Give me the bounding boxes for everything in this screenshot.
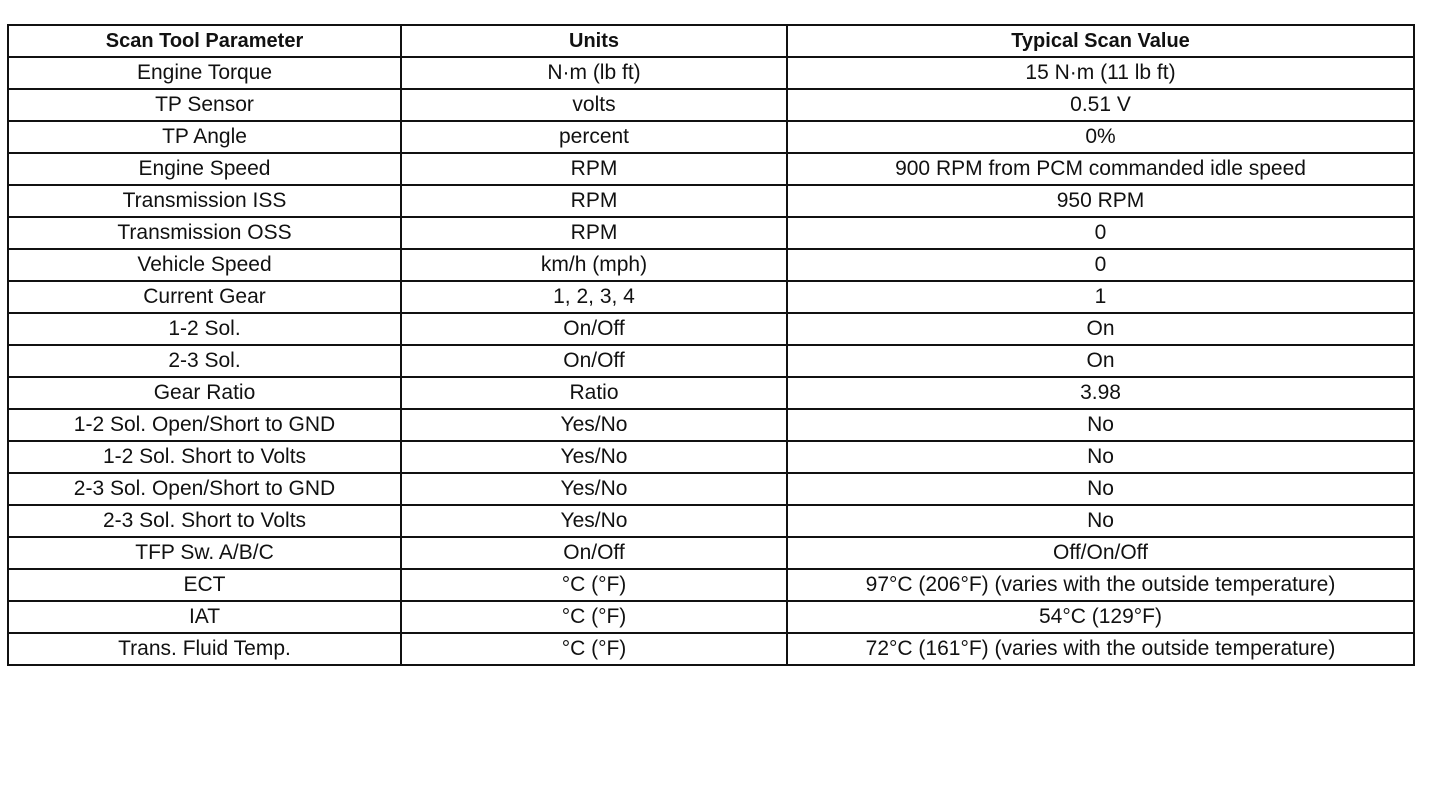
table-row: [8, 633, 1414, 665]
units-cell: °C (°F): [401, 601, 787, 633]
parameter-cell: 2-3 Sol. Short to Volts: [8, 505, 401, 537]
table-row: [8, 313, 1414, 345]
parameter-cell: 2-3 Sol.: [8, 345, 401, 377]
value-cell: No: [787, 441, 1414, 473]
table-row: [8, 89, 1414, 121]
parameter-cell: TP Angle: [8, 121, 401, 153]
parameter-cell: Transmission ISS: [8, 185, 401, 217]
value-cell: 0: [787, 249, 1414, 281]
units-cell: °C (°F): [401, 633, 787, 665]
parameter-cell: 1-2 Sol. Open/Short to GND: [8, 409, 401, 441]
table-row: [8, 217, 1414, 249]
value-cell: On: [787, 313, 1414, 345]
units-cell: N·m (lb ft): [401, 57, 787, 89]
units-cell: RPM: [401, 153, 787, 185]
table-row: [8, 57, 1414, 89]
units-cell: On/Off: [401, 537, 787, 569]
units-cell: Yes/No: [401, 505, 787, 537]
parameter-cell: ECT: [8, 569, 401, 601]
parameter-cell: TP Sensor: [8, 89, 401, 121]
value-cell: 1: [787, 281, 1414, 313]
units-cell: On/Off: [401, 345, 787, 377]
value-cell: 97°C (206°F) (varies with the outside temperature): [787, 569, 1414, 601]
parameter-cell: 1-2 Sol. Short to Volts: [8, 441, 401, 473]
value-cell: 15 N·m (11 lb ft): [787, 57, 1414, 89]
table-row: [8, 601, 1414, 633]
units-cell: On/Off: [401, 313, 787, 345]
units-cell: RPM: [401, 185, 787, 217]
units-cell: Ratio: [401, 377, 787, 409]
value-cell: 0: [787, 217, 1414, 249]
value-cell: Off/On/Off: [787, 537, 1414, 569]
table-row: [8, 569, 1414, 601]
parameter-cell: TFP Sw. A/B/C: [8, 537, 401, 569]
parameter-cell: Gear Ratio: [8, 377, 401, 409]
parameter-cell: Transmission OSS: [8, 217, 401, 249]
header-row: [8, 25, 1414, 57]
parameter-cell: IAT: [8, 601, 401, 633]
value-cell: 0.51 V: [787, 89, 1414, 121]
parameter-cell: Current Gear: [8, 281, 401, 313]
table-row: [8, 185, 1414, 217]
units-cell: Yes/No: [401, 441, 787, 473]
value-cell: On: [787, 345, 1414, 377]
units-cell: Yes/No: [401, 473, 787, 505]
value-cell: 54°C (129°F): [787, 601, 1414, 633]
units-cell: km/h (mph): [401, 249, 787, 281]
units-cell: 1, 2, 3, 4: [401, 281, 787, 313]
parameter-cell: Engine Torque: [8, 57, 401, 89]
value-cell: 0%: [787, 121, 1414, 153]
parameter-cell: Vehicle Speed: [8, 249, 401, 281]
value-cell: No: [787, 409, 1414, 441]
units-cell: percent: [401, 121, 787, 153]
value-cell: No: [787, 473, 1414, 505]
units-cell: °C (°F): [401, 569, 787, 601]
table-row: [8, 441, 1414, 473]
units-cell: volts: [401, 89, 787, 121]
table-row: [8, 409, 1414, 441]
table-row: [8, 537, 1414, 569]
units-cell: Yes/No: [401, 409, 787, 441]
value-cell: No: [787, 505, 1414, 537]
parameter-cell: Trans. Fluid Temp.: [8, 633, 401, 665]
parameter-cell: 1-2 Sol.: [8, 313, 401, 345]
header-typical-scan-value: Typical Scan Value: [787, 25, 1414, 57]
value-cell: 900 RPM from PCM commanded idle speed: [787, 153, 1414, 185]
header-units: Units: [401, 25, 787, 57]
table-row: [8, 345, 1414, 377]
table-row: [8, 281, 1414, 313]
value-cell: 72°C (161°F) (varies with the outside temperature): [787, 633, 1414, 665]
parameter-cell: 2-3 Sol. Open/Short to GND: [8, 473, 401, 505]
table-row: [8, 121, 1414, 153]
table-row: [8, 153, 1414, 185]
table-row: [8, 473, 1414, 505]
scan-values-table: [7, 24, 1415, 666]
table-row: [8, 249, 1414, 281]
parameter-cell: Engine Speed: [8, 153, 401, 185]
table-row: [8, 505, 1414, 537]
table-row: [8, 377, 1414, 409]
value-cell: 950 RPM: [787, 185, 1414, 217]
header-scan-tool-parameter: Scan Tool Parameter: [8, 25, 401, 57]
value-cell: 3.98: [787, 377, 1414, 409]
units-cell: RPM: [401, 217, 787, 249]
